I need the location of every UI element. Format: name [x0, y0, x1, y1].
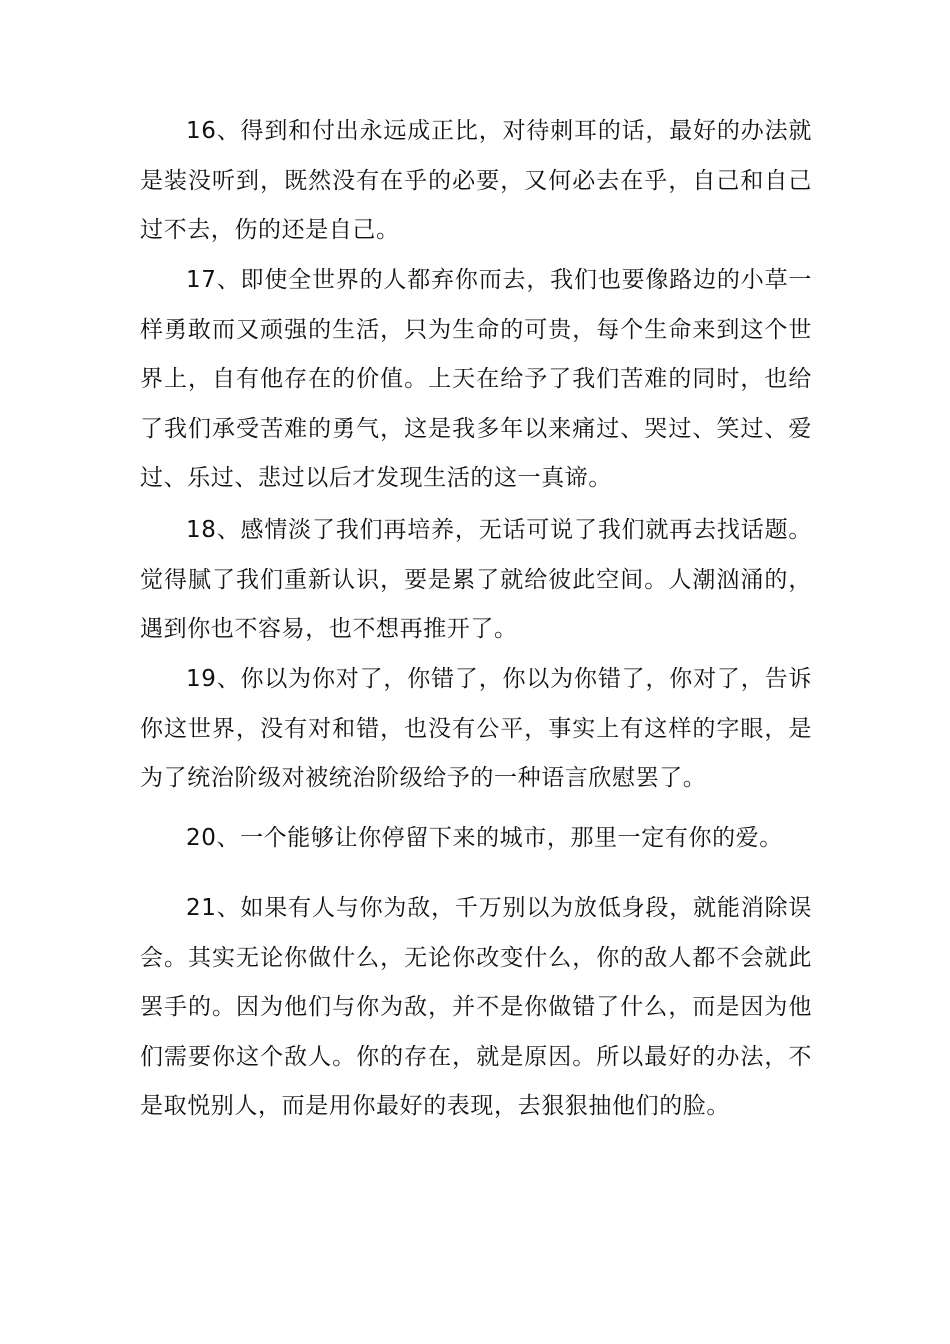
paragraph-19: 19、你以为你对了，你错了，你以为你错了，你对了，告诉你这世界，没有对和错，也没有公平，事实上有这样的字眼，是为了统治阶级对被统治阶级给予的一种语言欣慰罢了。: [140, 666, 812, 791]
paragraph-17: 17、即使全世界的人都弃你而去，我们也要像路边的小草一样勇敢而又顽强的生活，只为生命的可贵，每个生命来到这个世界上，自有他存在的价值。上天在给予了我们苦难的同时，也给了我们承受苦难的勇气，这是我多年以来痛过、哭过、笑过、爱过、乐过、悲过以后才发现生活的这一真谛。: [140, 267, 812, 491]
paragraph-18: 18、感情淡了我们再培养，无话可说了我们就再去找话题。觉得腻了我们重新认识，要是累了就给彼此空间。人潮汹涌的，遇到你也不容易，也不想再推开了。: [140, 517, 812, 642]
paragraph-21: 21、如果有人与你为敌，千万别以为放低身段，就能消除误会。其实无论你做什么，无论你改变什么，你的敌人都不会就此罢手的。因为他们与你为敌，并不是你做错了什么，而是因为他们需要你这个敌人。你的存在，就是原因。所以最好的办法，不是取悦别人，而是用你最好的表现，去狠狠抽他们的脸。: [140, 895, 812, 1119]
paragraph-16: 16、得到和付出永远成正比，对待刺耳的话，最好的办法就是装没听到，既然没有在乎的必要，又何必去在乎，自己和自己过不去，伤的还是自己。: [140, 118, 812, 243]
paragraph-20: 20、一个能够让你停留下来的城市，那里一定有你的爱。: [186, 825, 783, 851]
